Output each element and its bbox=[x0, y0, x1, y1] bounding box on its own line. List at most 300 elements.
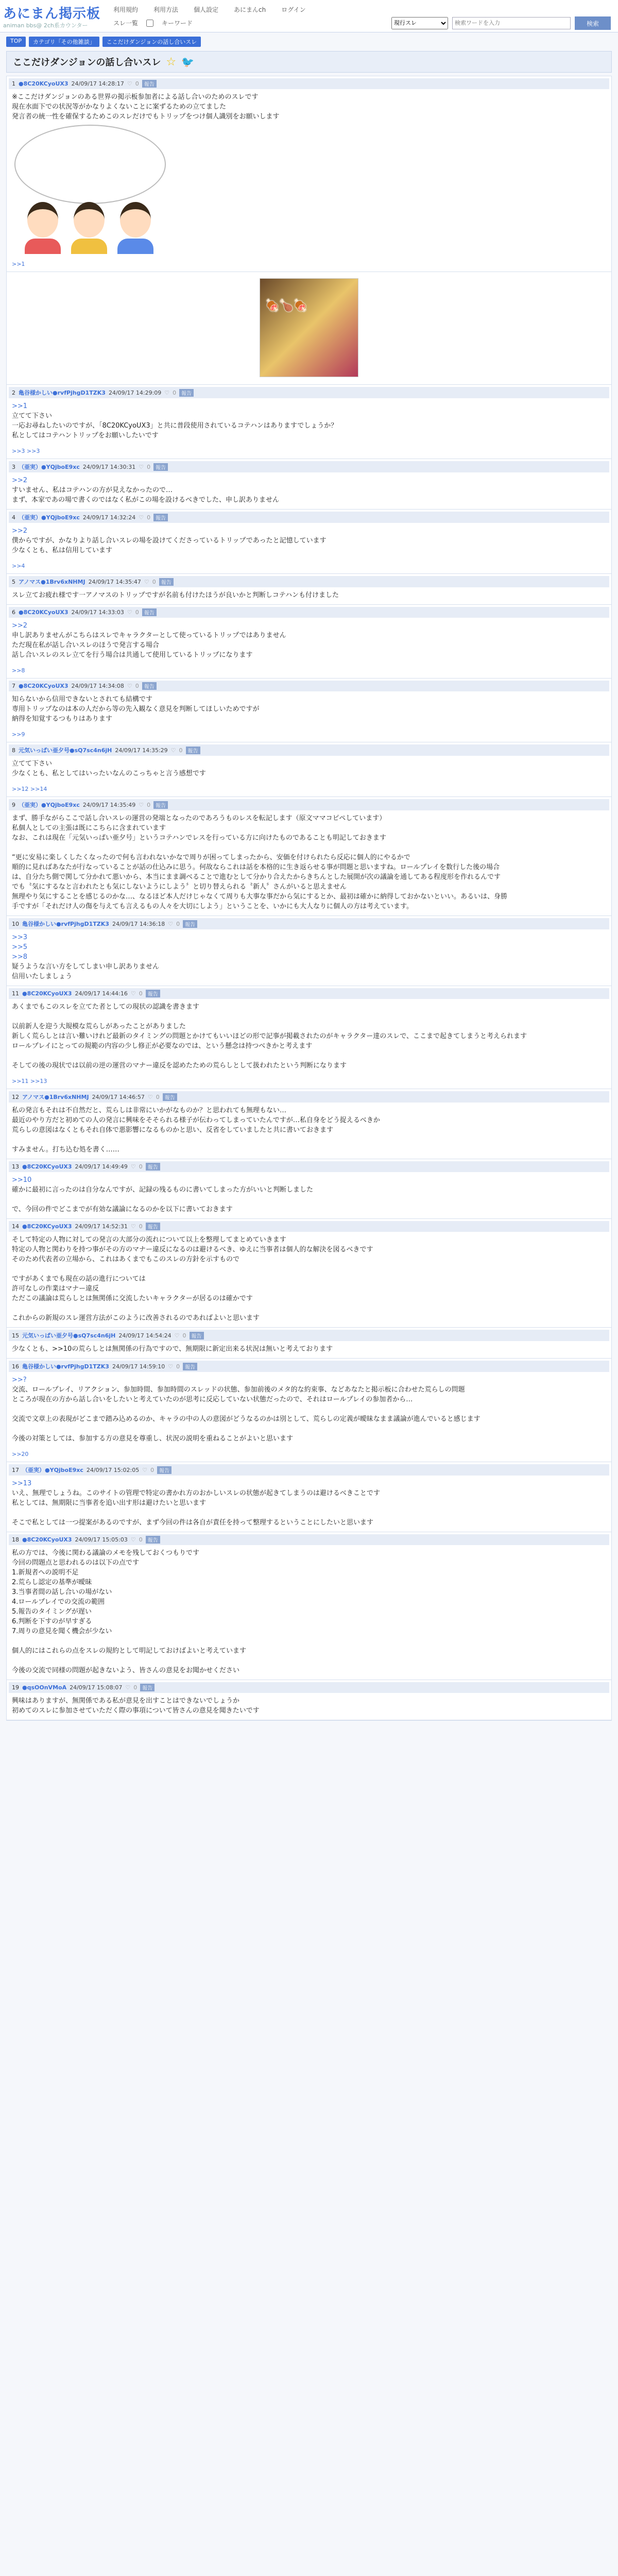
post-line: 最近のやり方だと初めての人の発言に興味をそそられる様子が伝わってしまっていたんですが…私自身をどう捉えるべきか bbox=[12, 1116, 380, 1124]
post-line: 今後の交流で同様の問題が起きないよう、皆さんの意見をお聞かせください bbox=[12, 1667, 240, 1674]
reply-count: 0 bbox=[139, 1163, 143, 1170]
post-line: 私個人としての主張は既にこちらに含まれています bbox=[12, 824, 166, 832]
poster-name[interactable]: ●8C20KCyoUX3 bbox=[19, 80, 68, 87]
post-line bbox=[12, 843, 606, 853]
post-line: これからの新規のスレ運営方法がこのように改善されるのであればよいと思います bbox=[12, 1314, 260, 1322]
post-line: 無理やり気にすることを感じるのかな…、なるほど本人だけじゃなくて周りも大事な事だから気にするとか、最初は確かに納得しておかないといい。あるいは、身勝 bbox=[12, 893, 508, 901]
header bbox=[0, 0, 618, 32]
kid-figure bbox=[22, 202, 63, 248]
post-line[interactable]: >>2 bbox=[12, 477, 28, 484]
reply-links[interactable]: >>3 >>3 bbox=[12, 448, 40, 454]
search-input[interactable] bbox=[452, 17, 571, 29]
poster-name[interactable]: 元気いっぱい亜夕号●sQ7sc4n6jH bbox=[22, 1332, 116, 1339]
poster-name[interactable]: ●8C20KCyoUX3 bbox=[19, 683, 68, 689]
post-line[interactable]: >>10 bbox=[12, 1176, 32, 1184]
reply-count: 0 bbox=[147, 514, 151, 521]
ad-image[interactable] bbox=[260, 278, 358, 377]
reply-count: 0 bbox=[133, 1684, 138, 1691]
post-date: 24/09/17 14:49:49 bbox=[75, 1163, 128, 1170]
thinking-kids-image bbox=[12, 125, 166, 253]
post-header bbox=[9, 1464, 609, 1476]
reply-links[interactable]: >>9 bbox=[12, 731, 25, 738]
kid-figure bbox=[68, 202, 110, 248]
post-body bbox=[12, 401, 606, 440]
post-line: そして特定の人物に対しての発言の大部分の流れについて以上を整理してまとめていきます bbox=[12, 1236, 286, 1244]
report-button[interactable]: 報告 bbox=[186, 747, 200, 754]
post bbox=[7, 916, 611, 986]
post-line: 立てて下さい bbox=[12, 412, 53, 420]
post-line[interactable]: >>2 bbox=[12, 527, 28, 535]
poster-name[interactable]: 亀谷様かしい●rvfPjhgD1TZK3 bbox=[22, 921, 109, 927]
post-header bbox=[9, 461, 609, 472]
post-number[interactable]: 3 bbox=[12, 463, 15, 470]
reply-count-icon[interactable]: ♡ bbox=[130, 1163, 136, 1170]
search-button[interactable]: 検索 bbox=[575, 16, 611, 30]
post-header bbox=[9, 1091, 609, 1103]
post-line: ですがあくまでも現在の話の進行については bbox=[12, 1275, 146, 1283]
reply-count-icon[interactable]: ♡ bbox=[168, 1363, 174, 1370]
post-body bbox=[12, 92, 606, 122]
reply-count: 0 bbox=[147, 801, 151, 808]
report-button[interactable]: 報告 bbox=[163, 1093, 177, 1101]
reply-count: 0 bbox=[139, 1223, 143, 1230]
keyword-checkbox[interactable] bbox=[146, 20, 153, 27]
post-date: 24/09/17 15:08:07 bbox=[70, 1684, 123, 1691]
post-line: そこで私としては一つ提案があるのですが、まず今回の件は各自が責任を持って整理するということにしたいと思います bbox=[12, 1519, 374, 1527]
post-line: ただこの議論は荒らしとは無関係に交流したいキャラクターが居るのは確かです bbox=[12, 1295, 253, 1302]
post-number[interactable]: 6 bbox=[12, 609, 15, 616]
report-button[interactable]: 報告 bbox=[157, 1466, 171, 1474]
post-number[interactable]: 4 bbox=[12, 514, 15, 521]
site-title: あにまん掲示板 bbox=[3, 6, 101, 22]
post bbox=[7, 574, 611, 605]
post-line: ※ここだけダンジョンのある世界の掲示板参加者による話し合いのためのスレです bbox=[12, 93, 259, 101]
post-line: 5.報告のタイミングが遅い bbox=[12, 1608, 92, 1616]
post-line: 7.周りの意見を聞く機会が少ない bbox=[12, 1628, 112, 1635]
poster-name[interactable]: ●8C20KCyoUX3 bbox=[22, 1223, 72, 1230]
post-line: 知らないから信用できないとされても結構です bbox=[12, 696, 153, 703]
reply-count-icon[interactable]: ♡ bbox=[174, 1332, 180, 1339]
report-button[interactable]: 報告 bbox=[153, 463, 168, 471]
post-line: 納得を知覚するつもりはあります bbox=[12, 715, 112, 723]
thought-bubble bbox=[14, 125, 166, 204]
post-line bbox=[12, 1303, 606, 1313]
reply-count-icon[interactable]: ♡ bbox=[144, 578, 149, 585]
reply-count: 0 bbox=[173, 389, 177, 396]
reply-count: 0 bbox=[156, 1093, 160, 1100]
report-button[interactable]: 報告 bbox=[146, 1536, 160, 1544]
post-date: 24/09/17 15:02:05 bbox=[86, 1466, 140, 1473]
post-number[interactable]: 15 bbox=[12, 1332, 19, 1339]
post-line: そのため代表者の立場から、これはあくまでもこのスレの方針を示すもので bbox=[12, 1256, 240, 1263]
poster-name[interactable]: ●8C20KCyoUX3 bbox=[22, 1536, 72, 1543]
post-line: 一応お尋ねしたいのですが、「8C20KCyoUX3」と共に普段使用されているコテハンはありますでしょうか？ bbox=[12, 422, 338, 430]
post-date: 24/09/17 14:54:24 bbox=[118, 1332, 171, 1339]
breadcrumb-category[interactable]: カテゴリ「その他雑談」 bbox=[29, 37, 99, 47]
ad-banner[interactable] bbox=[7, 272, 611, 385]
poster-name[interactable]: ●8C20KCyoUX3 bbox=[22, 1163, 72, 1170]
post-line: 少なくとも、私は信用しています bbox=[12, 547, 113, 554]
post-body bbox=[12, 1375, 606, 1444]
post bbox=[7, 986, 611, 1089]
post-line: すいません、私はコテハンの方が見えなかったので… bbox=[12, 486, 173, 494]
reply-count: 0 bbox=[139, 990, 143, 997]
report-button[interactable]: 報告 bbox=[142, 80, 157, 88]
post-line: 3.当事者間の話し合いの場がない bbox=[12, 1588, 112, 1596]
post-line bbox=[12, 1195, 606, 1205]
post-header bbox=[9, 512, 609, 523]
nav-usage[interactable]: 利用方法 bbox=[153, 6, 179, 13]
post-date: 24/09/17 14:46:57 bbox=[92, 1093, 145, 1100]
post-line: 疑うような言い方をしてしまい申し訳ありません bbox=[12, 963, 160, 971]
post-line[interactable]: >>13 bbox=[12, 1480, 32, 1487]
post bbox=[7, 1328, 611, 1359]
post-header bbox=[9, 1534, 609, 1545]
reply-count: 0 bbox=[147, 463, 151, 470]
poster-name[interactable]: （亜実）●YQjboE9xc bbox=[19, 514, 80, 521]
post-line: ところが現在の方から話し合いをしたいと考えていたのが思考に反応していない状態だったので、それはロールプレイの参加者から… bbox=[12, 1396, 413, 1403]
post-line: 2.荒らし認定の基準が曖昧 bbox=[12, 1579, 92, 1586]
post-line: でも〝気にするなと言われたとも気にしないようにしよう〞と切り替えられる〝新人〞さんがいると思えません bbox=[12, 883, 347, 891]
post-line: 私としては、無期限に当事者を追い出す形は避けたいと思います bbox=[12, 1499, 207, 1507]
post-number[interactable]: 9 bbox=[12, 801, 15, 808]
post-line: で、今回の件でどこまでが有効な議論になるのかを以下に書いておきます bbox=[12, 1206, 233, 1213]
post-line: 私としてはコテハントリップをお願いしたいです bbox=[12, 432, 159, 439]
report-button[interactable]: 報告 bbox=[146, 990, 160, 997]
thread-posts bbox=[6, 76, 612, 1721]
reply-links[interactable]: >>1 bbox=[12, 261, 25, 267]
post bbox=[7, 605, 611, 679]
post-number[interactable]: 1 bbox=[12, 80, 15, 87]
post-header bbox=[9, 607, 609, 618]
report-button[interactable]: 報告 bbox=[179, 389, 194, 397]
post-line bbox=[12, 1424, 606, 1434]
post-line[interactable]: >>5 bbox=[12, 943, 28, 951]
post-line bbox=[12, 1656, 606, 1666]
reply-count-icon[interactable]: ♡ bbox=[127, 609, 132, 616]
post-body bbox=[12, 590, 606, 600]
post-line: 話し合いスレのスレ立てを行う場合は共通して使用しているトリップになります bbox=[12, 651, 253, 659]
post-header bbox=[9, 387, 609, 398]
post-line bbox=[12, 1135, 606, 1145]
post-line: 私の方では、今後に関わる議論のメモを残しておくつもりです bbox=[12, 1549, 200, 1557]
nav-settings[interactable]: 個人設定 bbox=[194, 6, 219, 13]
post-date: 24/09/17 15:05:03 bbox=[75, 1536, 128, 1543]
post-line: 交流、ロールプレイ、リアクション、参加時間、参加時間のスレッドの状態、参加前後のメタ的な約束事、などあなたと掲示板に合わせた荒らしの問題 bbox=[12, 1386, 465, 1394]
post-body bbox=[12, 1696, 606, 1716]
post bbox=[7, 797, 611, 916]
poster-name[interactable]: アノマス●1Brv6xNHMJ bbox=[22, 1094, 89, 1100]
reply-count: 0 bbox=[150, 1466, 154, 1473]
post-body bbox=[12, 476, 606, 505]
post-line: 以前新人を迎う大規模な荒らしがあったことがありました bbox=[12, 1023, 186, 1030]
post-line: 新しく荒らしとは言い難いけれど最新のタイミングの問題とかけてもいいほどの形で記事が掲載されたのがキャラクター達のスレで、ここまで起きてしまうと考えられます bbox=[12, 1032, 527, 1040]
post-line bbox=[12, 1051, 606, 1061]
post-header bbox=[9, 799, 609, 810]
reply-count: 0 bbox=[135, 683, 139, 689]
post-number[interactable]: 11 bbox=[12, 990, 19, 997]
reply-count-icon[interactable]: ♡ bbox=[130, 990, 136, 997]
nav-login[interactable]: ログイン bbox=[281, 6, 306, 13]
post-line[interactable]: >>2 bbox=[12, 622, 28, 630]
reply-count: 0 bbox=[152, 578, 156, 585]
post-line: 今回の問題点と思われるのは以下の点です bbox=[12, 1559, 140, 1567]
breadcrumb-thread[interactable]: ここだけダンジョンの話し合いスレ bbox=[102, 37, 201, 47]
search-scope-select[interactable] bbox=[391, 17, 448, 29]
post-line: は、自分たち側で関して分かれて悪いから、本当にまま調べることで進むとして分かり合えたからきちんとした展開が次の議論を通してある程度形を作れるんです bbox=[12, 873, 501, 881]
reply-count-icon[interactable]: ♡ bbox=[164, 389, 170, 396]
post-body bbox=[12, 1235, 606, 1323]
post-line: あくまでもこのスレを立てた者としての現状の認識を書きます bbox=[12, 1003, 200, 1011]
nav-thread-list[interactable]: スレ一覧 bbox=[113, 20, 139, 27]
post-date: 24/09/17 14:32:24 bbox=[82, 514, 136, 521]
post-date: 24/09/17 14:35:47 bbox=[88, 578, 141, 585]
post bbox=[7, 1159, 611, 1219]
sub-nav bbox=[113, 19, 193, 27]
post-body bbox=[12, 1106, 606, 1155]
post bbox=[7, 1462, 611, 1532]
post bbox=[7, 385, 611, 459]
post-number[interactable]: 5 bbox=[12, 578, 15, 585]
reply-count-icon[interactable]: ♡ bbox=[147, 1093, 153, 1100]
post-line[interactable]: >>1 bbox=[12, 402, 28, 410]
post-header bbox=[9, 1361, 609, 1372]
post-line: 興味はありますが、無関係である私が意見を出すことはできないでしょうか bbox=[12, 1697, 240, 1705]
post-number[interactable]: 8 bbox=[12, 747, 15, 754]
poster-name[interactable]: ●qsOOnVMoA bbox=[22, 1684, 67, 1691]
post-header bbox=[9, 78, 609, 89]
report-button[interactable]: 報告 bbox=[146, 1223, 160, 1230]
post bbox=[7, 742, 611, 797]
post-header bbox=[9, 1682, 609, 1693]
reply-links[interactable]: >>12 >>14 bbox=[12, 786, 47, 792]
reply-count-icon[interactable]: ♡ bbox=[168, 920, 174, 927]
post-number[interactable]: 2 bbox=[12, 389, 15, 396]
post-line: 少なくとも、>>10の荒らしとは無関係の行為ですので、無期限に新定出来る状況は無いと考えております bbox=[12, 1345, 333, 1353]
reply-links[interactable]: >>8 bbox=[12, 667, 25, 674]
post-body bbox=[12, 1175, 606, 1214]
post-line: 少なくとも、私としてはいったいなんのこっちゃと言う感想です bbox=[12, 770, 206, 777]
top-nav bbox=[113, 5, 306, 14]
post-header bbox=[9, 576, 609, 587]
ad-title: 🍖🍗🍖 bbox=[265, 299, 308, 312]
post-line: 初めてのスレに参加させていただく際の事項について皆さんの意見を聞きたいです bbox=[12, 1707, 260, 1715]
post-line: まず、勝手ながらここで話し合いスレの運営の発端となったのであろうものレスを転記します（原文ママコピペしています） bbox=[12, 815, 386, 822]
post-line: そしての後の現状では以前の逆の運営のマナー違反を認めたための荒らしとして扱われたという判断になります bbox=[12, 1062, 347, 1070]
post bbox=[7, 1219, 611, 1328]
reply-count-icon[interactable]: ♡ bbox=[170, 747, 176, 754]
nav-animanch[interactable]: あにまんch bbox=[234, 6, 266, 13]
report-button[interactable]: 報告 bbox=[146, 1163, 160, 1171]
post bbox=[7, 1359, 611, 1462]
post-date: 24/09/17 14:29:09 bbox=[108, 389, 162, 396]
post-date: 24/09/17 14:36:18 bbox=[112, 920, 165, 927]
reply-count-icon[interactable]: ♡ bbox=[127, 80, 132, 87]
post-line bbox=[12, 1404, 606, 1414]
report-button[interactable]: 報告 bbox=[183, 920, 197, 928]
post-date: 24/09/17 14:35:29 bbox=[115, 747, 168, 754]
reply-count-icon[interactable]: ♡ bbox=[142, 1466, 148, 1473]
reply-count-icon[interactable]: ♡ bbox=[125, 1684, 131, 1691]
post-date: 24/09/17 14:28:17 bbox=[71, 80, 124, 87]
post-line[interactable]: >>? bbox=[12, 1376, 27, 1384]
post-date: 24/09/17 14:44:16 bbox=[75, 990, 128, 997]
post-line: 申し訳ありませんがこちらはスレでキャラクターとして使っているトリップではありません bbox=[12, 632, 286, 639]
post-line: 私の発言もそれは不自然だと、荒らしは非常にいかがなものか？と思われても無理もない… bbox=[12, 1107, 287, 1114]
post-line: 個人的にはこれらの点をスレの規約として明記しておけばよいと考えています bbox=[12, 1647, 247, 1655]
breadcrumb-top[interactable]: TOP bbox=[6, 37, 26, 47]
report-button[interactable]: 報告 bbox=[159, 578, 174, 586]
report-button[interactable]: 報告 bbox=[153, 514, 168, 521]
poster-name[interactable]: ●8C20KCyoUX3 bbox=[22, 990, 72, 997]
poster-name[interactable]: アノマス●1Brv6xNHMJ bbox=[19, 579, 85, 585]
post-line bbox=[12, 1636, 606, 1646]
post-line: 許可なしの作業はマナー違反 bbox=[12, 1285, 99, 1293]
post bbox=[7, 1680, 611, 1720]
post-date: 24/09/17 14:34:08 bbox=[71, 683, 124, 689]
post-line bbox=[12, 1508, 606, 1518]
post-line: ただ現在私が話し合いスレのほうで発言する場合 bbox=[12, 641, 160, 649]
post-line: スレ立てお疲れ様です一アノマスのトリップですが名前も付けたほうが良いかと判断しコテハンも付けました bbox=[12, 591, 339, 599]
post bbox=[7, 679, 611, 742]
post-line: ロールプレイにとっての規範の内容の少し修正が必要なのでは、という懸念は持つべきかと考えます bbox=[12, 1042, 313, 1050]
reply-count-icon[interactable]: ♡ bbox=[139, 463, 144, 470]
post-line: 専用トリップなのは本の人だから等の先入観なく意見を判断してほしいためですが bbox=[12, 705, 260, 713]
post-body bbox=[12, 759, 606, 778]
post-number[interactable]: 7 bbox=[12, 683, 15, 689]
breadcrumb bbox=[0, 32, 618, 51]
post-line: まず、本家であの場で書くのではなく私がこの場を設けるべきでした、申し訳ありません bbox=[12, 496, 279, 504]
post-number[interactable]: 10 bbox=[12, 920, 19, 927]
reply-links[interactable]: >>4 bbox=[12, 563, 25, 569]
post bbox=[7, 76, 611, 272]
post-number[interactable]: 13 bbox=[12, 1163, 19, 1170]
post-body bbox=[12, 621, 606, 660]
reply-count-icon[interactable]: ♡ bbox=[139, 801, 144, 808]
report-button[interactable]: 報告 bbox=[140, 1684, 154, 1691]
post-number[interactable]: 18 bbox=[12, 1536, 19, 1543]
post-number[interactable]: 12 bbox=[12, 1093, 19, 1100]
post-line[interactable]: >>3 bbox=[12, 934, 28, 941]
post-line: 荒らしの意図はなくともそれ自体で悪影響になるものかと思い、反省をしていましたと共に書いておきます bbox=[12, 1126, 334, 1134]
nav-keyword[interactable]: キーワード bbox=[162, 20, 193, 27]
post-line: “更に安易に楽しくしたくなったので何も言われないかなで周りが困ってしまったから、安価を付けられたら反応に個人的にやるかで bbox=[12, 854, 410, 861]
report-button[interactable]: 報告 bbox=[142, 608, 157, 616]
reply-count: 0 bbox=[135, 80, 139, 87]
reply-count: 0 bbox=[179, 747, 183, 754]
site-logo[interactable] bbox=[3, 3, 100, 29]
site-subtitle: animan bbs@ 2ch系カウンター bbox=[3, 22, 88, 29]
poster-name[interactable]: （亜実）●YQjboE9xc bbox=[22, 1467, 83, 1473]
post-number[interactable]: 16 bbox=[12, 1363, 19, 1370]
poster-name[interactable]: （亜実）●YQjboE9xc bbox=[19, 464, 80, 470]
post-line bbox=[12, 1264, 606, 1274]
post-header bbox=[9, 918, 609, 929]
post-line: 確かに最初に言ったのは自分なんですが、記録の残るものに書いてしまった方がいいと判断しました bbox=[12, 1186, 314, 1194]
post-line bbox=[12, 1012, 606, 1022]
post-line: 今後の対策としては、参加する方の意見を尊重し、状況の説明を重ねることがよいと思います bbox=[12, 1435, 294, 1443]
nav-terms[interactable]: 利用規約 bbox=[113, 6, 139, 13]
post-line: 交流で文章上の表現がどこまで踏み込めるのか、キャラの中の人の意図がどうなるのかは別として、荒らしの定義が曖昧なまま議論が進んでいると感じます bbox=[12, 1415, 480, 1423]
post-body bbox=[12, 1002, 606, 1071]
reply-count: 0 bbox=[135, 609, 139, 616]
post-body bbox=[12, 933, 606, 981]
post-line: 現在水面下での状況等がかなりよくないことに案ずるための立てました bbox=[12, 103, 227, 111]
reply-count-icon[interactable]: ♡ bbox=[139, 514, 144, 521]
post-line: 僕からですが、かなりより話し合いスレの場を設けてくださっているトリップであったと記憶しています bbox=[12, 537, 327, 545]
post-line: 立てて下さい bbox=[12, 760, 53, 768]
reply-count-icon[interactable]: ♡ bbox=[130, 1536, 136, 1543]
reply-count: 0 bbox=[139, 1536, 143, 1543]
poster-name[interactable]: 元気いっぱい亜夕号●sQ7sc4n6jH bbox=[19, 747, 112, 754]
post-number[interactable]: 14 bbox=[12, 1223, 19, 1230]
report-button[interactable]: 報告 bbox=[153, 801, 168, 809]
star-icon[interactable]: ☆ bbox=[166, 55, 177, 69]
thread-title-bar bbox=[6, 51, 612, 73]
post-date: 24/09/17 14:59:10 bbox=[112, 1363, 165, 1370]
post-line: いえ、無理でしょうね。このサイトの管理で特定の書かれ方のおかしいスレの状態が起きてしまうのは避けるべきことです bbox=[12, 1489, 380, 1497]
reply-links[interactable]: >>11 >>13 bbox=[12, 1078, 47, 1084]
reply-count: 0 bbox=[176, 920, 180, 927]
post-line: 1.新規者への説明不足 bbox=[12, 1569, 79, 1577]
post-header bbox=[9, 1330, 609, 1341]
post-line: 特定の人物と関わりを持つ事がその方のマナー違反になるのは避けるべき、ゆえに当事者は個人的な解決を図るべきです bbox=[12, 1246, 373, 1253]
reply-count: 0 bbox=[182, 1332, 186, 1339]
post bbox=[7, 1532, 611, 1680]
post-date: 24/09/17 14:35:49 bbox=[82, 801, 136, 808]
report-button[interactable]: 報告 bbox=[190, 1332, 204, 1340]
reply-links[interactable]: >>20 bbox=[12, 1451, 29, 1458]
post-header bbox=[9, 681, 609, 691]
post-body bbox=[12, 1479, 606, 1528]
reply-count-icon[interactable]: ♡ bbox=[127, 683, 132, 689]
post-body bbox=[12, 694, 606, 724]
post-date: 24/09/17 14:33:03 bbox=[71, 609, 124, 616]
report-button[interactable]: 報告 bbox=[183, 1363, 197, 1370]
post-line: 6.判断を下すのが早すぎる bbox=[12, 1618, 92, 1625]
poster-name[interactable]: ●8C20KCyoUX3 bbox=[19, 609, 68, 616]
post-line: 順的に見ればあなたが行なっていることが話の仕込みに思う。何故ならこれは話を本格的に生き返らせる事が問題と思いますね。ロールプレイを数行した後の場合 bbox=[12, 863, 500, 871]
post-line: 発言者の統一性を確保するためこのスレだけでもトリップをつけ個人識別をお願いします bbox=[12, 113, 280, 121]
post-number[interactable]: 19 bbox=[12, 1684, 19, 1691]
post bbox=[7, 510, 611, 574]
kid-figure bbox=[115, 202, 156, 248]
post bbox=[7, 1089, 611, 1159]
report-button[interactable]: 報告 bbox=[142, 682, 157, 690]
poster-name[interactable]: （亜実）●YQjboE9xc bbox=[19, 802, 80, 808]
post-line[interactable]: >>8 bbox=[12, 953, 28, 961]
post-body bbox=[12, 526, 606, 555]
reply-count: 0 bbox=[176, 1363, 180, 1370]
post-body bbox=[12, 1344, 606, 1354]
post-header bbox=[9, 744, 609, 756]
poster-name[interactable]: 亀谷様かしい●rvfPjhgD1TZK3 bbox=[22, 1363, 109, 1370]
post-line: すみません。打ち込む処を書く…… bbox=[12, 1146, 119, 1154]
post-header bbox=[9, 1161, 609, 1172]
post bbox=[7, 459, 611, 510]
post-number[interactable]: 17 bbox=[12, 1466, 19, 1473]
post-line: 4.ロールプレイでの交流の範囲 bbox=[12, 1598, 105, 1606]
post-line: 信用いたしましょう bbox=[12, 973, 73, 980]
reply-count-icon[interactable]: ♡ bbox=[130, 1223, 136, 1230]
post-body bbox=[12, 814, 606, 911]
post-header bbox=[9, 988, 609, 999]
post-header bbox=[9, 1221, 609, 1232]
twitter-share-icon[interactable]: 🐦 bbox=[181, 56, 195, 68]
poster-name[interactable]: 亀谷様かしい●rvfPjhgD1TZK3 bbox=[19, 389, 106, 396]
thread-title: ここだけダンジョンの話し合いスレ bbox=[13, 57, 161, 68]
post-line: 手ですが「それだけ人の傷を与えても言えるもの人々を大切にしよう」ということを、いかにも大人なりに個人の方は考えています。 bbox=[12, 903, 413, 910]
